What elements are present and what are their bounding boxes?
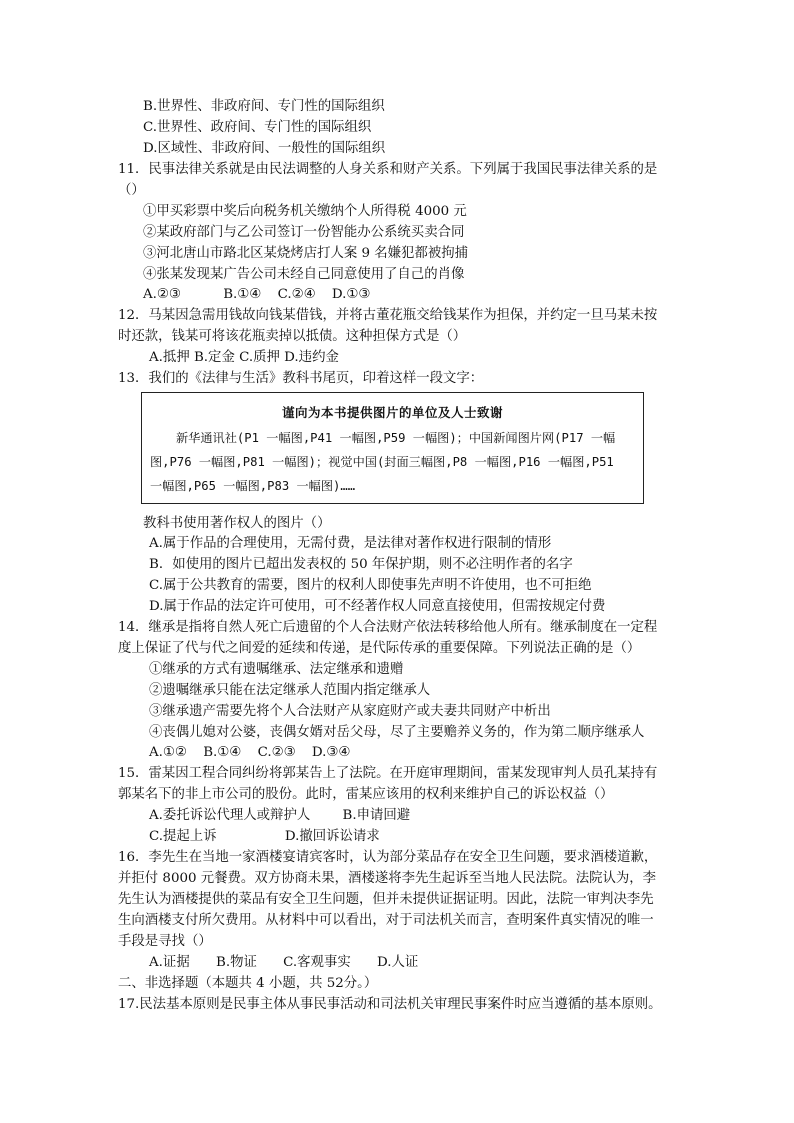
q13-stem: 13．我们的《法律与生活》教科书尾页，印着这样一段文字：: [118, 371, 484, 386]
q16-line-3: 先生认为酒楼提供的菜品有安全卫生问题，但并未提供证据证明。因此，法院一审判决李先: [118, 892, 654, 907]
q11-choice-d: D.①③: [331, 287, 371, 302]
q16-choices: [149, 953, 418, 973]
q16-choice-a: A.证据: [149, 955, 190, 970]
acknowledgement-line-2: 图,P76 一幅图,P81 一幅图)；视觉中国(封面三幅图,P8 一幅图,P16 一幅图,P51: [150, 455, 614, 469]
acknowledgement-box: [141, 392, 644, 504]
q15-choice-c: C.提起上诉: [149, 829, 217, 844]
q11-item-1: ①甲买彩票中奖后向税务机关缴纳个人所得税 4000 元: [143, 204, 467, 219]
q15-choice-b: B.申请回避: [342, 808, 411, 823]
q11-item-2: ②某政府部门与乙公司签订一份智能办公系统买卖合同: [143, 225, 465, 240]
acknowledgement-line-3: 一幅图,P65 一幅图,P83 一幅图)……: [150, 479, 356, 493]
q13-option-d: D.属于作品的法定许可使用，可不经著作权人同意直接使用，但需按规定付费: [149, 599, 606, 614]
q15-choices-row-1: [149, 806, 410, 826]
q12-stem-line-1: 12．马某因急需用钱故向钱某借钱，并将古董花瓶交给钱某作为担保，并约定一旦马某未按: [118, 308, 658, 323]
q11-stem-line-2: （）: [118, 183, 145, 198]
q14-choice-b: B.①④: [203, 745, 242, 760]
q11-choice-b: B.①④: [223, 287, 262, 302]
q16-line-5: 手段是寻找（）: [118, 934, 212, 949]
q16-line-1: 16．李先生在当地一家酒楼宴请宾客时，认为部分菜品存在安全卫生问题，要求酒楼道歉，: [118, 850, 658, 865]
q11-choices: [143, 285, 370, 305]
q14-item-2: ②遗嘱继承只能在法定继承人范围内指定继承人: [149, 683, 431, 698]
q14-item-3: ③继承遗产需要先将个人合法财产从家庭财产或夫妻共同财产中析出: [149, 704, 551, 719]
q15-stem-line-2: 郭某名下的非上市公司的股份。此时，雷某应该用的权利来维护自己的诉讼权益（）: [118, 787, 614, 802]
q14-choice-c: C.②③: [257, 745, 296, 760]
q12-choices: A.抵押 B.定金 C.质押 D.违约金: [149, 350, 339, 365]
q11-choice-a: A.②③: [143, 287, 181, 302]
q10-option-b: B.世界性、非政府间、专门性的国际组织: [143, 99, 385, 114]
q14-choice-a: A.①②: [149, 745, 187, 760]
q17-stem: 17.民法基本原则是民事主体从事民事活动和司法机关审理民事案件时应当遵循的基本原则。: [118, 997, 662, 1012]
q16-choice-c: C.客观事实: [283, 955, 351, 970]
q14-item-4: ④丧偶儿媳对公婆，丧偶女婿对岳父母，尽了主要赡养义务的，作为第二顺序继承人: [149, 725, 645, 740]
q10-option-d: D.区域性、非政府间、一般性的国际组织: [143, 141, 386, 156]
q16-line-2: 并拒付 8000 元餐费。双方协商未果，酒楼遂将李先生起诉至当地人民法院。法院认为，李: [118, 871, 657, 886]
q11-item-3: ③河北唐山市路北区某烧烤店打人案 9 名嫌犯都被拘捕: [143, 246, 469, 261]
q15-stem-line-1: 15．雷某因工程合同纠纷将郭某告上了法院。在开庭审理期间，雷某发现审判人员孔某持有: [118, 766, 658, 781]
q13-question: 教科书使用著作权人的图片（）: [143, 516, 331, 531]
q16-choice-d: D.人证: [377, 955, 419, 970]
q16-line-4: 生向酒楼支付所欠费用。从材料中可以看出，对于司法机关而言，查明案件真实情况的唯一: [118, 913, 654, 928]
q14-item-1: ①继承的方式有遗嘱继承、法定继承和遗赠: [149, 662, 404, 677]
q13-option-b: B．如使用的图片已超出发表权的 50 年保护期，则不必注明作者的名字: [149, 557, 573, 572]
acknowledgement-title: 谨向为本书提供图片的单位及人士致谢: [281, 405, 503, 420]
q13-option-c: C.属于公共教育的需要，图片的权利人即使事先声明不许使用，也不可拒绝: [149, 578, 592, 593]
q11-choice-c: C.②④: [277, 287, 316, 302]
acknowledgement-line-1: 新华通讯社(P1 一幅图,P41 一幅图,P59 一幅图)；中国新闻图片网(P17 一幅: [176, 431, 616, 445]
q11-stem-line-1: 11．民事法律关系就是由民法调整的人身关系和财产关系。下列属于我国民事法律关系的是: [118, 162, 658, 177]
q14-stem-line-1: 14．继承是指将自然人死亡后遗留的个人合法财产依法转移给他人所有。继承制度在一定程: [118, 620, 658, 635]
q16-choice-b: B.物证: [215, 955, 257, 970]
q12-stem-line-2: 时还款，钱某可将该花瓶卖掉以抵债。这种担保方式是（）: [118, 329, 467, 344]
q14-choices: [149, 743, 350, 763]
q13-option-a: A.属于作品的合理使用，无需付费，是法律对著作权进行限制的情形: [149, 536, 552, 551]
q10-option-c: C.世界性、政府间、专门性的国际组织: [143, 120, 372, 135]
q14-stem-line-2: 度上保证了代与代之间爱的延续和传递，是代际传承的重要保障。下列说法正确的是（）: [118, 641, 641, 656]
section-2-heading: 二、非选择题（本题共 4 小题，共 52分。）: [118, 976, 378, 991]
q14-choice-d: D.③④: [311, 745, 351, 760]
q15-choice-a: A.委托诉讼代理人或辩护人: [149, 808, 311, 823]
q15-choices-row-2: [149, 827, 380, 847]
q15-choice-d: D.撤回诉讼请求: [284, 829, 380, 844]
q11-item-4: ④张某发现某广告公司未经自己同意使用了自己的肖像: [143, 267, 465, 282]
